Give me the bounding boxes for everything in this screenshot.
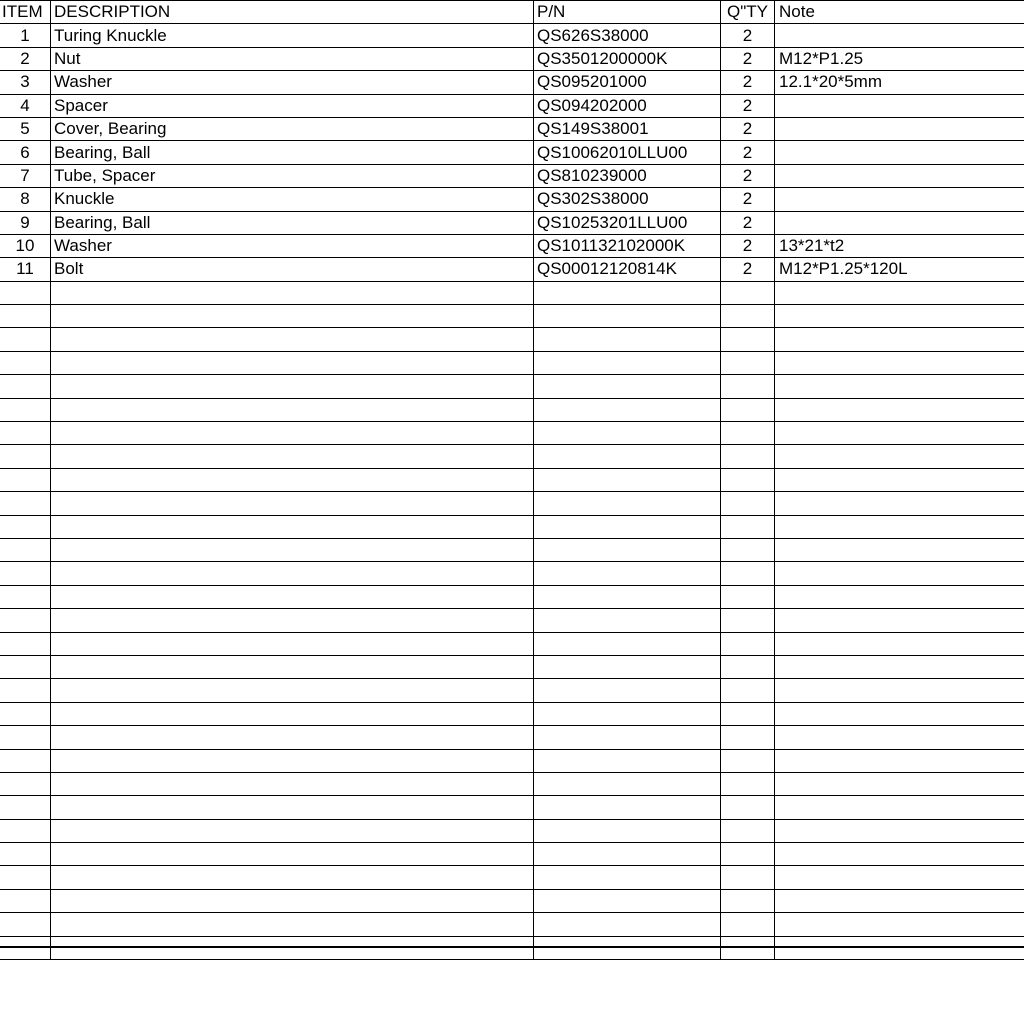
cell-item (0, 655, 51, 678)
cell-item: 2 (0, 47, 51, 70)
cell-item (0, 843, 51, 866)
cell-item: 6 (0, 141, 51, 164)
empty-table-row (0, 398, 1024, 421)
header-description: DESCRIPTION (51, 1, 534, 24)
cell-quantity (721, 843, 775, 866)
empty-table-row (0, 515, 1024, 538)
cell-description (51, 632, 534, 655)
cell-quantity (721, 351, 775, 374)
cell-item: 9 (0, 211, 51, 234)
cell-part-number (534, 796, 721, 819)
cell-description (51, 468, 534, 491)
cell-note: M12*P1.25*120L (775, 258, 1024, 281)
cell-item: 4 (0, 94, 51, 117)
empty-table-row (0, 796, 1024, 819)
table-row (0, 94, 1024, 117)
cell-note (775, 609, 1024, 632)
cell-description: Knuckle (51, 188, 534, 211)
empty-table-row (0, 468, 1024, 491)
cell-quantity (721, 281, 775, 304)
empty-table-row (0, 772, 1024, 795)
cell-item (0, 726, 51, 749)
cell-quantity (721, 445, 775, 468)
cell-quantity: 2 (721, 164, 775, 187)
table-row (0, 71, 1024, 94)
cell-part-number: QS095201000 (534, 71, 721, 94)
table-row (0, 117, 1024, 140)
cell-description (51, 375, 534, 398)
cell-item (0, 398, 51, 421)
cell-part-number (534, 585, 721, 608)
cell-note (775, 328, 1024, 351)
empty-table-row (0, 702, 1024, 725)
cell-description (51, 398, 534, 421)
cell-item: 11 (0, 258, 51, 281)
cell-note (775, 188, 1024, 211)
cell-quantity (721, 468, 775, 491)
cell-note (775, 538, 1024, 561)
cell-description (51, 562, 534, 585)
cell-note (775, 375, 1024, 398)
cell-part-number: QS094202000 (534, 94, 721, 117)
bottom-divider (0, 946, 1024, 948)
cell-item (0, 913, 51, 936)
cell-quantity (721, 632, 775, 655)
cell-part-number (534, 609, 721, 632)
cell-description: Bearing, Ball (51, 141, 534, 164)
table-row (0, 188, 1024, 211)
cell-item (0, 632, 51, 655)
table-row (0, 24, 1024, 47)
cell-note (775, 164, 1024, 187)
cell-item (0, 585, 51, 608)
cell-item (0, 351, 51, 374)
cell-note (775, 351, 1024, 374)
cell-description (51, 819, 534, 842)
cell-item: 3 (0, 71, 51, 94)
cell-note (775, 515, 1024, 538)
cell-quantity (721, 819, 775, 842)
cell-description (51, 655, 534, 678)
cell-note (775, 445, 1024, 468)
cell-quantity (721, 609, 775, 632)
cell-description: Bearing, Ball (51, 211, 534, 234)
cell-quantity (721, 889, 775, 912)
cell-note (775, 468, 1024, 491)
empty-table-row (0, 328, 1024, 351)
cell-description: Spacer (51, 94, 534, 117)
cell-description (51, 305, 534, 328)
cell-description (51, 515, 534, 538)
cell-description: Washer (51, 71, 534, 94)
empty-table-row (0, 375, 1024, 398)
empty-table-row (0, 609, 1024, 632)
cell-quantity: 2 (721, 24, 775, 47)
cell-note: 12.1*20*5mm (775, 71, 1024, 94)
cell-item: 7 (0, 164, 51, 187)
header-item: ITEM (0, 1, 51, 24)
cell-note (775, 913, 1024, 936)
cell-part-number (534, 398, 721, 421)
cell-part-number (534, 866, 721, 889)
cell-note (775, 632, 1024, 655)
cell-note (775, 655, 1024, 678)
cell-quantity (721, 796, 775, 819)
cell-quantity (721, 328, 775, 351)
header-quantity: Q"TY (721, 1, 775, 24)
cell-description (51, 772, 534, 795)
cell-quantity: 2 (721, 258, 775, 281)
cell-note: M12*P1.25 (775, 47, 1024, 70)
cell-note (775, 796, 1024, 819)
cell-note (775, 305, 1024, 328)
cell-quantity: 2 (721, 117, 775, 140)
cell-item (0, 749, 51, 772)
cell-description (51, 796, 534, 819)
table-header-row (0, 1, 1024, 24)
cell-item (0, 468, 51, 491)
cell-note (775, 94, 1024, 117)
table-row (0, 47, 1024, 70)
cell-description (51, 749, 534, 772)
cell-quantity (721, 726, 775, 749)
cell-part-number (534, 819, 721, 842)
cell-description (51, 328, 534, 351)
cell-description (51, 609, 534, 632)
cell-note (775, 211, 1024, 234)
cell-note (775, 24, 1024, 47)
cell-part-number (534, 655, 721, 678)
cell-note (775, 562, 1024, 585)
cell-note (775, 749, 1024, 772)
table-row (0, 234, 1024, 257)
cell-quantity: 2 (721, 71, 775, 94)
empty-table-row (0, 913, 1024, 936)
cell-description (51, 538, 534, 561)
cell-part-number (534, 726, 721, 749)
empty-table-row (0, 749, 1024, 772)
cell-quantity (721, 562, 775, 585)
cell-description: Bolt (51, 258, 534, 281)
cell-part-number (534, 492, 721, 515)
cell-item (0, 562, 51, 585)
cell-description: Washer (51, 234, 534, 257)
empty-table-row (0, 819, 1024, 842)
cell-part-number: QS302S38000 (534, 188, 721, 211)
empty-table-row (0, 281, 1024, 304)
empty-table-row (0, 679, 1024, 702)
empty-table-row (0, 585, 1024, 608)
cell-description (51, 843, 534, 866)
cell-part-number (534, 328, 721, 351)
cell-quantity (721, 515, 775, 538)
cell-description: Tube, Spacer (51, 164, 534, 187)
cell-part-number (534, 632, 721, 655)
header-part-number: P/N (534, 1, 721, 24)
cell-note (775, 889, 1024, 912)
cell-note (775, 726, 1024, 749)
cell-item: 10 (0, 234, 51, 257)
cell-part-number (534, 305, 721, 328)
cell-part-number: QS10253201LLU00 (534, 211, 721, 234)
cell-item (0, 375, 51, 398)
cell-note (775, 819, 1024, 842)
cell-description (51, 422, 534, 445)
cell-item (0, 328, 51, 351)
cell-description (51, 726, 534, 749)
empty-table-row (0, 445, 1024, 468)
cell-description (51, 281, 534, 304)
cell-quantity: 2 (721, 94, 775, 117)
cell-part-number (534, 515, 721, 538)
cell-quantity: 2 (721, 141, 775, 164)
cell-item (0, 702, 51, 725)
cell-quantity (721, 398, 775, 421)
cell-item: 5 (0, 117, 51, 140)
empty-table-row (0, 632, 1024, 655)
empty-table-row (0, 538, 1024, 561)
cell-quantity: 2 (721, 211, 775, 234)
cell-part-number (534, 468, 721, 491)
cell-item: 8 (0, 188, 51, 211)
cell-description: Nut (51, 47, 534, 70)
cell-note (775, 679, 1024, 702)
cell-quantity (721, 422, 775, 445)
cell-item (0, 305, 51, 328)
cell-note (775, 702, 1024, 725)
cell-description: Turing Knuckle (51, 24, 534, 47)
cell-quantity (721, 913, 775, 936)
cell-part-number (534, 375, 721, 398)
cell-item (0, 819, 51, 842)
cell-item: 1 (0, 24, 51, 47)
cell-quantity (721, 772, 775, 795)
cell-item (0, 679, 51, 702)
cell-note (775, 398, 1024, 421)
cell-item (0, 281, 51, 304)
cell-part-number (534, 281, 721, 304)
cell-note (775, 866, 1024, 889)
cell-note: 13*21*t2 (775, 234, 1024, 257)
cell-description (51, 492, 534, 515)
cell-part-number: QS10062010LLU00 (534, 141, 721, 164)
cell-part-number: QS810239000 (534, 164, 721, 187)
cell-quantity (721, 585, 775, 608)
table-row (0, 164, 1024, 187)
cell-description (51, 702, 534, 725)
cell-quantity (721, 305, 775, 328)
cell-part-number: QS3501200000K (534, 47, 721, 70)
cell-quantity (721, 866, 775, 889)
table-body (0, 24, 1024, 960)
empty-table-row (0, 562, 1024, 585)
cell-description (51, 866, 534, 889)
cell-part-number (534, 422, 721, 445)
cell-quantity (721, 702, 775, 725)
empty-table-row (0, 889, 1024, 912)
cell-part-number (534, 702, 721, 725)
cell-note (775, 843, 1024, 866)
cell-description (51, 445, 534, 468)
cell-part-number (534, 913, 721, 936)
empty-table-row (0, 655, 1024, 678)
cell-item (0, 772, 51, 795)
table-row (0, 258, 1024, 281)
cell-part-number (534, 562, 721, 585)
cell-part-number (534, 538, 721, 561)
empty-table-row (0, 866, 1024, 889)
cell-part-number: QS101132102000K (534, 234, 721, 257)
cell-part-number: QS626S38000 (534, 24, 721, 47)
cell-note (775, 585, 1024, 608)
empty-table-row (0, 843, 1024, 866)
cell-note (775, 492, 1024, 515)
cell-part-number (534, 772, 721, 795)
cell-description (51, 913, 534, 936)
cell-description (51, 679, 534, 702)
cell-part-number (534, 889, 721, 912)
cell-item (0, 492, 51, 515)
cell-part-number: QS149S38001 (534, 117, 721, 140)
cell-part-number: QS00012120814K (534, 258, 721, 281)
cell-part-number (534, 679, 721, 702)
cell-item (0, 889, 51, 912)
cell-item (0, 796, 51, 819)
empty-table-row (0, 492, 1024, 515)
cell-description: Cover, Bearing (51, 117, 534, 140)
cell-quantity (721, 749, 775, 772)
cell-quantity (721, 538, 775, 561)
cell-note (775, 772, 1024, 795)
empty-table-row (0, 351, 1024, 374)
cell-item (0, 422, 51, 445)
cell-part-number (534, 351, 721, 374)
cell-item (0, 445, 51, 468)
cell-item (0, 866, 51, 889)
cell-quantity (721, 492, 775, 515)
cell-part-number (534, 749, 721, 772)
cell-note (775, 422, 1024, 445)
cell-quantity (721, 375, 775, 398)
cell-description (51, 585, 534, 608)
cell-item (0, 609, 51, 632)
cell-quantity (721, 679, 775, 702)
table-row (0, 141, 1024, 164)
cell-quantity: 2 (721, 234, 775, 257)
cell-part-number (534, 445, 721, 468)
cell-description (51, 351, 534, 374)
cell-note (775, 281, 1024, 304)
empty-table-row (0, 422, 1024, 445)
cell-part-number (534, 843, 721, 866)
cell-item (0, 538, 51, 561)
cell-quantity (721, 655, 775, 678)
header-note: Note (775, 1, 1024, 24)
empty-table-row (0, 726, 1024, 749)
table-row (0, 211, 1024, 234)
cell-description (51, 889, 534, 912)
empty-table-row (0, 305, 1024, 328)
cell-note (775, 141, 1024, 164)
cell-quantity: 2 (721, 47, 775, 70)
cell-quantity: 2 (721, 188, 775, 211)
cell-note (775, 117, 1024, 140)
cell-item (0, 515, 51, 538)
